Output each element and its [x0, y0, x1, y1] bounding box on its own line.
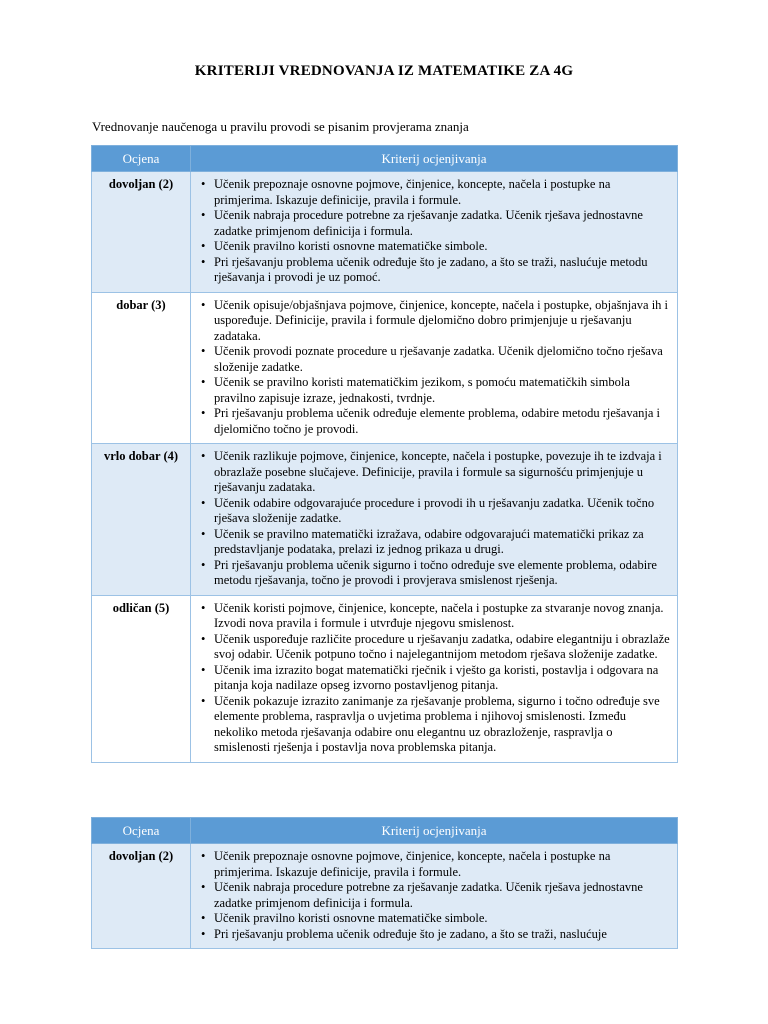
criteria-item: • Učenik ima izrazito bogat matematički rječnik i vješto ga koristi, postavlja i odgovara na pitanja koja nadilaze opseg izvorno postavljenog pitanja. [197, 663, 671, 694]
criteria-cell [191, 172, 678, 293]
criteria-item: • Učenik nabraja procedure potrebne za rješavanje zadatka. Učenik rješava jednostavne zadatke primjenom definicija i formula. [197, 208, 671, 239]
table-row [92, 292, 678, 444]
criteria-item: • Učenik pravilno koristi osnovne matematičke simbole. [197, 239, 671, 255]
grade-cell: vrlo dobar (4) [92, 444, 191, 596]
criteria-item: • Pri rješavanju problema učenik određuje što je zadano, a što se traži, naslućuje [197, 927, 671, 943]
criteria-item: • Učenik razlikuje pojmove, činjenice, koncepte, načela i postupke, povezuje ih te izdvaja i obrazlaže posebne slučajeve. Definicije, pravila i formule sa sigurnošću primjenjuje u rješavanju zadataka. [197, 449, 671, 496]
criteria-item: • Učenik provodi poznate procedure u rješavanje zadatka. Učenik djelomično točno rješava složenije zadatke. [197, 344, 671, 375]
criteria-list [197, 849, 671, 942]
criteria-table-continued [91, 817, 678, 949]
table-header-row [92, 818, 678, 844]
criteria-item: • Učenik se pravilno matematički izražava, odabire odgovarajući matematički prikaz za predstavljanje podataka, prelazi iz jednog prikaza u drugi. [197, 527, 671, 558]
page-title: KRITERIJI VREDNOVANJA IZ MATEMATIKE ZA 4G [194, 63, 574, 79]
criteria-cell [191, 292, 678, 444]
table-row [92, 844, 678, 949]
table-row [92, 172, 678, 293]
criteria-item: • Učenik prepoznaje osnovne pojmove, činjenice, koncepte, načela i postupke na primjerima. Iskazuje definicije, pravila i formule. [197, 177, 671, 208]
criteria-list [197, 298, 671, 438]
criteria-item: • Učenik prepoznaje osnovne pojmove, činjenice, koncepte, načela i postupke na primjerima. Iskazuje definicije, pravila i formule. [197, 849, 671, 880]
criteria-item: • Učenik opisuje/objašnjava pojmove, činjenice, koncepte, načela i postupke, objašnjava ih i uspoređuje. Definicije, pravila i formule djelomično dobro primjenjuje u rješavanju zadataka. [197, 298, 671, 345]
column-header-grade: Ocjena [92, 818, 191, 844]
column-header-criteria: Kriterij ocjenjivanja [191, 818, 678, 844]
intro-text: Vrednovanje naučenoga u pravilu provodi se pisanim provjerama znanja [92, 119, 469, 134]
criteria-table [91, 145, 678, 763]
criteria-item: • Učenik koristi pojmove, činjenice, koncepte, načela i postupke za stvaranje novog znanja. Izvodi nova pravila i formule i utvrđuje njegovu smislenost. [197, 601, 671, 632]
criteria-list [197, 601, 671, 756]
column-header-grade: Ocjena [92, 146, 191, 172]
criteria-item: • Učenik pravilno koristi osnovne matematičke simbole. [197, 911, 671, 927]
criteria-item: • Učenik odabire odgovarajuće procedure i provodi ih u rješavanju zadatka. Učenik točno rješava složenije zadatke. [197, 496, 671, 527]
grade-cell: dobar (3) [92, 292, 191, 444]
criteria-item: • Pri rješavanju problema učenik sigurno i točno određuje sve elemente problema, odabire metodu rješavanja, točno je provodi i provjerava smislenost rješenja. [197, 558, 671, 589]
criteria-item: • Pri rješavanju problema učenik određuje elemente problema, odabire metodu rješavanja i djelomično točno je provodi. [197, 406, 671, 437]
grade-cell: odličan (5) [92, 595, 191, 762]
criteria-cell [191, 844, 678, 949]
criteria-item: • Učenik nabraja procedure potrebne za rješavanje zadatka. Učenik rješava jednostavne zadatke primjenom definicija i formula. [197, 880, 671, 911]
grade-cell: dovoljan (2) [92, 844, 191, 949]
criteria-item: • Učenik pokazuje izrazito zanimanje za rješavanje problema, sigurno i točno određuje sve elemente problema, raspravlja o uvjetima problema i njihovoj smislenosti. Između nekoliko metoda rješavanja odabire onu elegantnu uz obrazloženje, raspravlja o smislenosti rješenja i postavlja nova problemska pitanja. [197, 694, 671, 756]
grade-cell: dovoljan (2) [92, 172, 191, 293]
column-header-criteria: Kriterij ocjenjivanja [191, 146, 678, 172]
criteria-cell [191, 595, 678, 762]
table-header-row [92, 146, 678, 172]
criteria-cell [191, 444, 678, 596]
table-row [92, 444, 678, 596]
criteria-item: • Učenik se pravilno koristi matematičkim jezikom, s pomoću matematičkih simbola pravilno zapisuje izraze, jednakosti, tvrdnje. [197, 375, 671, 406]
criteria-list [197, 177, 671, 286]
table-row [92, 595, 678, 762]
criteria-item: • Učenik uspoređuje različite procedure u rješavanju zadatka, odabire elegantniju i obrazlaže svoj odabir. Učenik potpuno točno i najelegantnijom metodom rješava složenije zadatke. [197, 632, 671, 663]
criteria-list [197, 449, 671, 589]
criteria-item: • Pri rješavanju problema učenik određuje što je zadano, a što se traži, naslućuje metodu rješavanja i provodi je uz pomoć. [197, 255, 671, 286]
